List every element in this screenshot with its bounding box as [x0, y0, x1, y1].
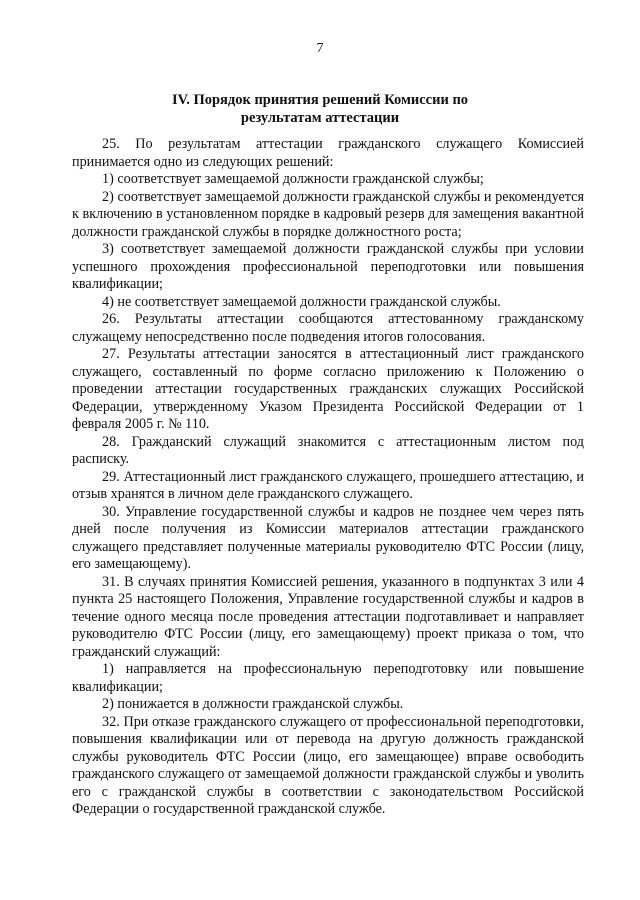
paragraph-29: 29. Аттестационный лист гражданского служащего, прошедшего аттестацию, и отзыв хранятся в личном деле гражданского служащего. [72, 468, 584, 502]
paragraph-27: 27. Результаты аттестации заносятся в аттестационный лист гражданского служащего, составленный по форме согласно приложению к Положению о проведении аттестации государственных гражданских служащих Российской Федерации, утвержденному Указом Президента Российской Федерации от 1 февраля 2005 г. № 110. [72, 346, 584, 432]
paragraph-25-item-3: 3) соответствует замещаемой должности гражданской службы при условии успешного прохождения профессиональной переподготовки или повышения квалификации; [72, 241, 584, 292]
paragraph-26: 26. Результаты аттестации сообщаются аттестованному гражданскому служащему непосредственно после подведения итогов голосования. [72, 311, 584, 345]
paragraph-25: 25. По результатам аттестации гражданского служащего Комиссией принимается одно из следующих решений: [72, 136, 584, 170]
paragraph-25-item-1: 1) соответствует замещаемой должности гражданской службы; [102, 171, 484, 187]
section-heading [110, 91, 530, 127]
paragraph-25-item-4: 4) не соответствует замещаемой должности гражданской службы. [102, 293, 501, 310]
paragraph-32: 32. При отказе гражданского служащего от профессиональной переподготовки, повышения квалификации или от перевода на другую должность гражданской службы руководитель ФТС России (лицо, его замещающее) вправе освободить гражданского служащего от замещаемой должности гражданской службы и уволить его с гражданской службы в соответствии с законодательством Российской Федерации о государственной гражданской службе. [72, 713, 584, 817]
paragraph-25-item-2: 2) соответствует замещаемой должности гражданской службы и рекомендуется к включению в установленном порядке в кадровый резерв для замещения вакантной должности гражданской службы в порядке должностного роста; [72, 188, 584, 240]
paragraph-28: 28. Гражданский служащий знакомится с аттестационным листом под расписку. [72, 433, 584, 467]
paragraph-31-item-1: 1) направляется на профессиональную переподготовку или повышение квалификации; [72, 661, 584, 695]
paragraph-30: 30. Управление государственной службы и кадров не позднее чем через пять дней после получения из Комиссии материалов аттестации гражданского служащего представляет полученные материалы руководителю ФТС России (лицу, его замещающему). [72, 503, 584, 572]
section-heading-line-1: IV. Порядок принятия решений Комиссии по [171, 92, 469, 108]
paragraph-31-item-2: 2) понижается в должности гражданской службы. [102, 696, 404, 712]
document-body [72, 136, 584, 819]
page-number: 7 [316, 41, 324, 56]
section-heading-line-2: результатам аттестации [240, 110, 400, 126]
paragraph-31: 31. В случаях принятия Комиссией решения, указанного в подпунктах 3 или 4 пункта 25 настоящего Положения, Управление государственной службы и кадров в течение одного месяца после проведения аттестации подготавливает и направляет руководителю ФТС России (лицу, его замещающему) проект приказа о том, что гражданский служащий: [72, 573, 584, 660]
